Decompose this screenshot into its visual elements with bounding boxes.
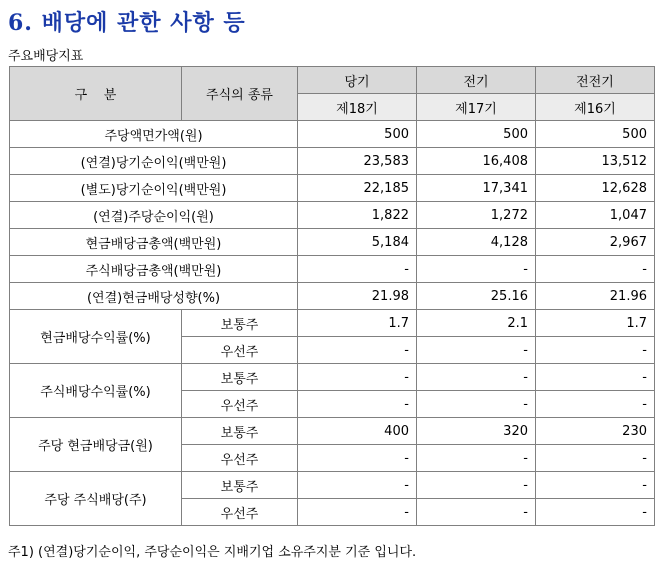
footnote: 주1) (연결)당기순이익, 주당순이익은 지배기업 소유주지분 기준 입니다. <box>8 545 417 560</box>
table-row <box>10 229 655 256</box>
value-cell: - <box>298 391 417 418</box>
value-cell: 25.16 <box>417 283 536 310</box>
value-cell: - <box>417 391 536 418</box>
value-cell: - <box>417 499 536 526</box>
table-row <box>10 472 655 499</box>
value-cell: 17,341 <box>417 175 536 202</box>
value-cell: 21.96 <box>536 283 655 310</box>
value-cell: 5,184 <box>298 229 417 256</box>
table-caption: 주요배당지표 <box>8 49 84 64</box>
value-cell: - <box>298 499 417 526</box>
dividend-indicators-table <box>9 66 655 526</box>
group-label: 현금배당수익률(%) <box>10 310 182 364</box>
value-cell: - <box>298 337 417 364</box>
value-cell: - <box>298 364 417 391</box>
row-label: 현금배당금총액(백만원) <box>10 229 298 256</box>
value-cell: 23,583 <box>298 148 417 175</box>
value-cell: 1,822 <box>298 202 417 229</box>
header-category: 구 분 <box>10 67 182 121</box>
value-cell: 500 <box>298 121 417 148</box>
value-cell: 2.1 <box>417 310 536 337</box>
header-period-prior2: 전전기 <box>536 67 655 94</box>
row-label: (연결)주당순이익(원) <box>10 202 298 229</box>
value-cell: 16,408 <box>417 148 536 175</box>
stock-type-cell: 우선주 <box>182 499 298 526</box>
value-cell: - <box>417 337 536 364</box>
value-cell: 1,047 <box>536 202 655 229</box>
value-cell: 2,967 <box>536 229 655 256</box>
stock-type-cell: 우선주 <box>182 391 298 418</box>
stock-type-cell: 보통주 <box>182 472 298 499</box>
header-term-prior2: 제16기 <box>536 94 655 121</box>
value-cell: 400 <box>298 418 417 445</box>
value-cell: 230 <box>536 418 655 445</box>
value-cell: 320 <box>417 418 536 445</box>
section-title: 6. 배당에 관한 사항 등 <box>8 10 246 36</box>
value-cell: 500 <box>536 121 655 148</box>
row-label: (연결)현금배당성향(%) <box>10 283 298 310</box>
table-row <box>10 364 655 391</box>
value-cell: - <box>536 337 655 364</box>
value-cell: - <box>417 364 536 391</box>
value-cell: - <box>417 472 536 499</box>
group-label: 주당 주식배당(주) <box>10 472 182 526</box>
value-cell: - <box>298 256 417 283</box>
table-row <box>10 121 655 148</box>
value-cell: - <box>536 472 655 499</box>
row-label: (연결)당기순이익(백만원) <box>10 148 298 175</box>
value-cell: - <box>536 499 655 526</box>
value-cell: - <box>536 364 655 391</box>
table-row <box>10 418 655 445</box>
table-row <box>10 256 655 283</box>
value-cell: - <box>298 445 417 472</box>
header-period-current: 당기 <box>298 67 417 94</box>
table-row <box>10 310 655 337</box>
value-cell: 4,128 <box>417 229 536 256</box>
table-row <box>10 148 655 175</box>
value-cell: - <box>417 445 536 472</box>
table-row <box>10 175 655 202</box>
stock-type-cell: 우선주 <box>182 337 298 364</box>
value-cell: - <box>536 445 655 472</box>
header-term-current: 제18기 <box>298 94 417 121</box>
stock-type-cell: 보통주 <box>182 418 298 445</box>
value-cell: 500 <box>417 121 536 148</box>
value-cell: - <box>536 391 655 418</box>
value-cell: 12,628 <box>536 175 655 202</box>
table-row <box>10 202 655 229</box>
table-row <box>10 283 655 310</box>
value-cell: 1,272 <box>417 202 536 229</box>
row-label: (별도)당기순이익(백만원) <box>10 175 298 202</box>
header-stock-type: 주식의 종류 <box>182 67 298 121</box>
value-cell: 1.7 <box>536 310 655 337</box>
header-row-periods <box>10 67 655 94</box>
value-cell: 1.7 <box>298 310 417 337</box>
value-cell: 22,185 <box>298 175 417 202</box>
row-label: 주당액면가액(원) <box>10 121 298 148</box>
value-cell: - <box>417 256 536 283</box>
stock-type-cell: 우선주 <box>182 445 298 472</box>
value-cell: 21.98 <box>298 283 417 310</box>
value-cell: - <box>536 256 655 283</box>
row-label: 주식배당금총액(백만원) <box>10 256 298 283</box>
group-label: 주당 현금배당금(원) <box>10 418 182 472</box>
stock-type-cell: 보통주 <box>182 310 298 337</box>
header-term-prior: 제17기 <box>417 94 536 121</box>
value-cell: 13,512 <box>536 148 655 175</box>
group-label: 주식배당수익률(%) <box>10 364 182 418</box>
header-period-prior: 전기 <box>417 67 536 94</box>
value-cell: - <box>298 472 417 499</box>
stock-type-cell: 보통주 <box>182 364 298 391</box>
